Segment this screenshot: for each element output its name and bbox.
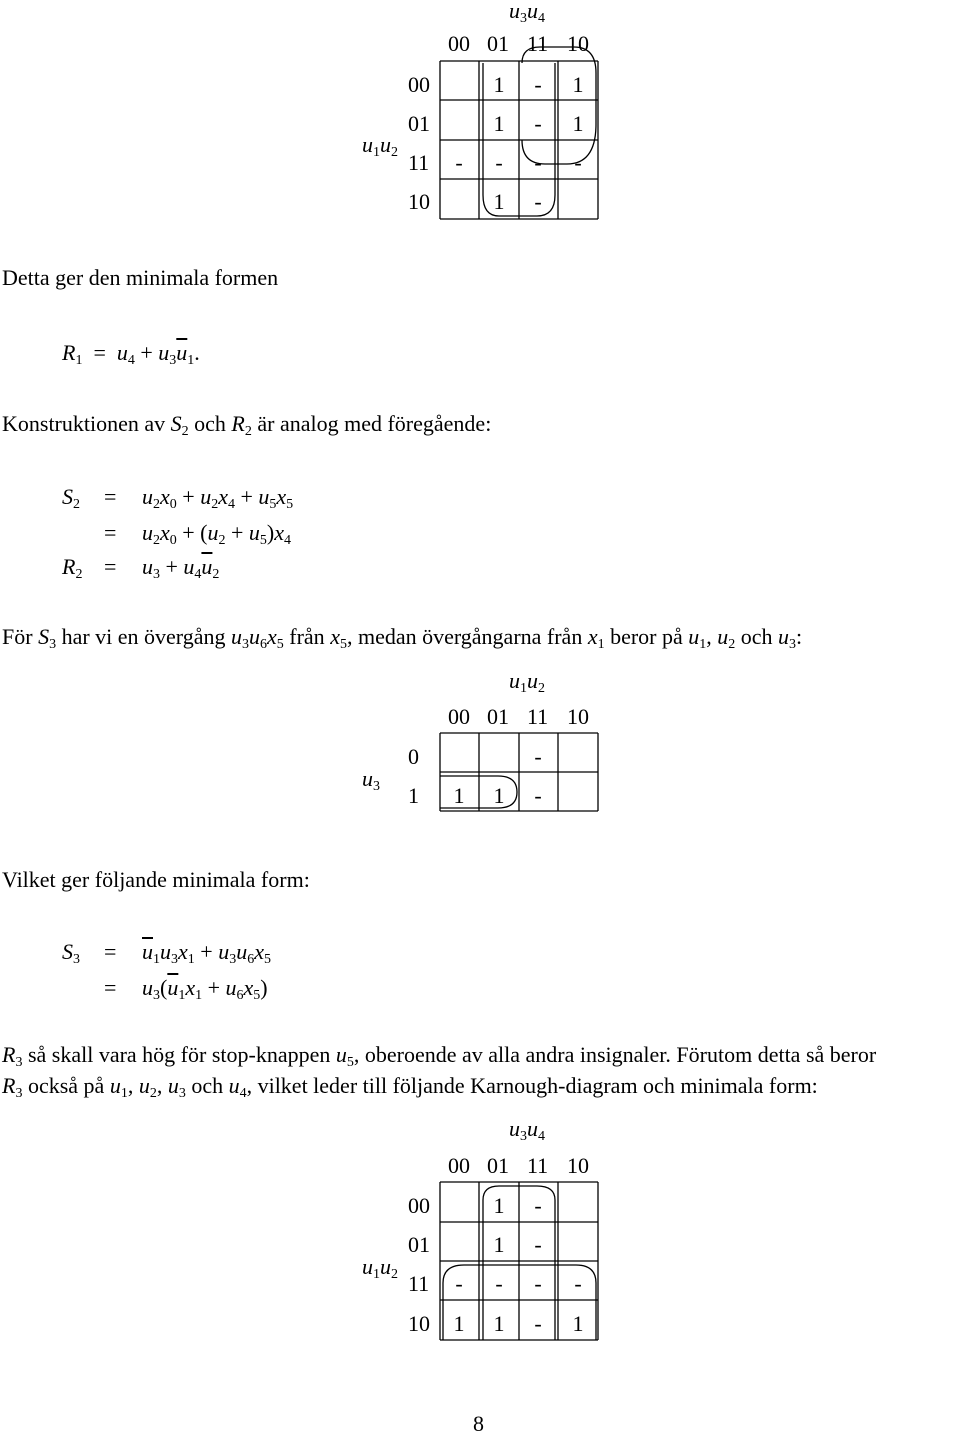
- kmap3-row-header-10: 10: [408, 1311, 430, 1336]
- kmap2-row-header-0: 0: [408, 744, 419, 769]
- kmap1-row-header-11: 11: [408, 150, 430, 175]
- kmap3-col-header-00: 00: [448, 1153, 470, 1178]
- kmap2-cell: -: [534, 744, 542, 769]
- kmap2-cell: -: [534, 783, 542, 808]
- kmap1-cell: 1: [572, 72, 584, 97]
- kmap2-col-header-11: 11: [527, 704, 549, 729]
- kmap3-cell: -: [574, 1271, 582, 1296]
- kmap1-cell: 1: [493, 189, 505, 214]
- kmap3-col-header-11: 11: [527, 1153, 549, 1178]
- kmap1-cell: 1: [493, 72, 505, 97]
- kmap3-row-variable: $u_1u_2$: [362, 1254, 398, 1282]
- equation-r1: $R_1 = u_4 + u_3\overline{u}_1$.: [62, 340, 200, 368]
- kmap2-col-variable: $u_1u_2$: [509, 668, 545, 696]
- kmap3-cell: -: [534, 1232, 542, 1257]
- kmap1-cell: -: [534, 189, 542, 214]
- kmap3-row-header-01: 01: [408, 1232, 430, 1257]
- kmap3-cell: 1: [493, 1311, 505, 1336]
- kmap1-cell: -: [495, 150, 503, 175]
- kmap2-row-variable: $u_3$: [362, 766, 380, 794]
- kmap3-col-variable: $u_3u_4$: [509, 1116, 545, 1144]
- paragraph-3: För $S_3$ har vi en övergång $u_3u_6x_5$ från $x_5$, medan övergångarna från $x_1$ beror på $u_1$, $u_2$ och $u_3$:: [2, 624, 803, 652]
- kmap2-cell: 1: [453, 783, 465, 808]
- kmap3-cell: -: [534, 1311, 542, 1336]
- equation-s2-line1: $S_2$: [62, 484, 80, 512]
- kmap1-col-header-10: 10: [567, 31, 589, 56]
- kmap3-cell: 1: [453, 1311, 465, 1336]
- kmap1-row-header-01: 01: [408, 111, 430, 136]
- kmap3-cell: 1: [493, 1232, 505, 1257]
- kmap2-col-header-10: 10: [567, 704, 589, 729]
- paragraph-5-line1: $R_3$ så skall vara hög för stop-knappen $u_5$, oberoende av alla andra insignaler. Förutom detta så beror: [2, 1042, 877, 1070]
- kmap1-row-variable: $u_1u_2$: [362, 132, 398, 160]
- kmap1-col-header-11: 11: [527, 31, 549, 56]
- kmap3-cell: -: [495, 1271, 503, 1296]
- kmap1-cell: -: [534, 111, 542, 136]
- kmap3-col-header-01: 01: [487, 1153, 509, 1178]
- kmap1-cell: -: [455, 150, 463, 175]
- kmap3-cell: -: [455, 1271, 463, 1296]
- paragraph-2: Konstruktionen av $S_2$ och $R_2$ är analog med föregående:: [2, 411, 492, 439]
- kmap3-row-header-11: 11: [408, 1271, 430, 1296]
- kmap3-cell: -: [534, 1271, 542, 1296]
- kmap1-col-header-01: 01: [487, 31, 509, 56]
- paragraph-5-line2: $R_3$ också på $u_1$, $u_2$, $u_3$ och $u_4$, vilket leder till följande Karnough-diagram och minimala form:: [2, 1073, 818, 1101]
- kmap2-cell: 1: [493, 783, 505, 808]
- equation-s2-line2: =: [104, 520, 117, 545]
- kmap2-col-header-01: 01: [487, 704, 509, 729]
- kmap3-cell: 1: [572, 1311, 584, 1336]
- paragraph-1: Detta ger den minimala formen: [2, 265, 279, 290]
- kmap3-cell: -: [534, 1193, 542, 1218]
- kmap1-cell: 1: [572, 111, 584, 136]
- paragraph-4: Vilket ger följande minimala form:: [2, 867, 310, 892]
- kmap1-cell: -: [574, 150, 582, 175]
- kmap3-cell: 1: [493, 1193, 505, 1218]
- kmap1-cell: -: [534, 72, 542, 97]
- kmap1-cell: -: [534, 150, 542, 175]
- kmap2-col-header-00: 00: [448, 704, 470, 729]
- kmap2-row-header-1: 1: [408, 783, 419, 808]
- equation-r2: $R_2$: [62, 554, 83, 582]
- kmap1-cell: 1: [493, 111, 505, 136]
- kmap1-row-header-10: 10: [408, 189, 430, 214]
- equation-s3-line2: =: [104, 975, 117, 1000]
- kmap3-col-header-10: 10: [567, 1153, 589, 1178]
- kmap1-col-header-00: 00: [448, 31, 470, 56]
- kmap1-row-header-00: 00: [408, 72, 430, 97]
- page-number: 8: [473, 1411, 484, 1436]
- kmap1-col-variable: $u_3u_4$: [509, 0, 545, 26]
- equation-s3-line1: $S_3$: [62, 939, 80, 967]
- kmap3-row-header-00: 00: [408, 1193, 430, 1218]
